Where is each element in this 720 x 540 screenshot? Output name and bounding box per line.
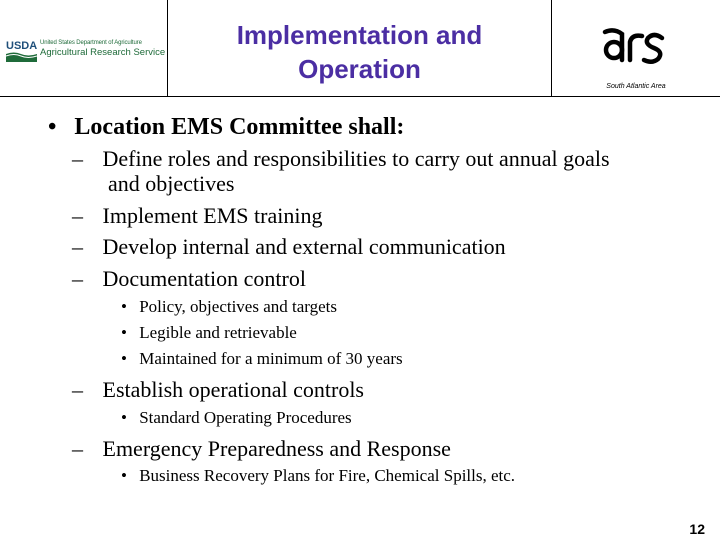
list-item bbox=[72, 377, 364, 403]
sub-list-item bbox=[121, 408, 352, 428]
sub-list-item bbox=[121, 349, 403, 369]
sub-list-item bbox=[121, 466, 515, 486]
sub-list-item-text: Maintained for a minimum of 30 years bbox=[139, 349, 403, 368]
list-item-text: Documentation control bbox=[102, 266, 306, 291]
dash-icon: – bbox=[72, 203, 83, 228]
bullet-icon: • bbox=[48, 114, 57, 140]
bullet-icon: • bbox=[121, 297, 127, 316]
slide-title-line1: Implementation and bbox=[236, 20, 483, 50]
list-item bbox=[72, 146, 610, 172]
list-item-text: Define roles and responsibilities to carry out annual goals bbox=[102, 146, 610, 171]
list-item bbox=[72, 266, 306, 292]
main-bullet-text: Location EMS Committee shall: bbox=[74, 114, 405, 140]
main-bullet-row bbox=[48, 113, 404, 141]
dash-icon: – bbox=[72, 234, 83, 259]
svg-text:USDA: USDA bbox=[6, 40, 37, 52]
list-item bbox=[72, 436, 451, 462]
list-item-text: Emergency Preparedness and Response bbox=[102, 436, 451, 461]
header-underline bbox=[0, 96, 720, 97]
bullet-icon: • bbox=[121, 323, 127, 342]
page-number: 12 bbox=[689, 521, 705, 537]
bullet-icon: • bbox=[121, 466, 127, 485]
list-item-text: Establish operational controls bbox=[102, 377, 364, 402]
ars-logo-icon bbox=[602, 26, 666, 68]
usda-agency-text: Agricultural Research Service bbox=[40, 47, 166, 58]
list-item bbox=[72, 234, 506, 260]
dash-icon: – bbox=[72, 436, 83, 461]
list-item-continuation: and objectives bbox=[108, 171, 235, 196]
dash-icon: – bbox=[72, 377, 83, 402]
slide-title bbox=[168, 18, 551, 86]
slide-header bbox=[0, 0, 720, 97]
list-item bbox=[72, 203, 322, 229]
ars-caption: South Atlantic Area bbox=[606, 83, 666, 90]
sub-list-item-text: Business Recovery Plans for Fire, Chemical Spills, etc. bbox=[139, 466, 516, 485]
list-item-text: Implement EMS training bbox=[102, 203, 323, 228]
bullet-icon: • bbox=[121, 349, 127, 368]
usda-logo bbox=[6, 38, 165, 62]
sub-list-item bbox=[121, 323, 297, 343]
sub-list-item-text: Policy, objectives and targets bbox=[139, 297, 338, 316]
usda-department-text: United States Department of Agriculture bbox=[40, 40, 142, 46]
dash-icon: – bbox=[72, 146, 83, 171]
list-item-text: Develop internal and external communication bbox=[102, 234, 506, 259]
slide-title-line2: Operation bbox=[298, 54, 421, 84]
usda-logo-icon bbox=[6, 38, 37, 62]
dash-icon: – bbox=[72, 266, 83, 291]
sub-list-item bbox=[121, 297, 337, 317]
sub-list-item-text: Standard Operating Procedures bbox=[139, 408, 352, 427]
sub-list-item-text: Legible and retrievable bbox=[139, 323, 297, 342]
bullet-icon: • bbox=[121, 408, 127, 427]
